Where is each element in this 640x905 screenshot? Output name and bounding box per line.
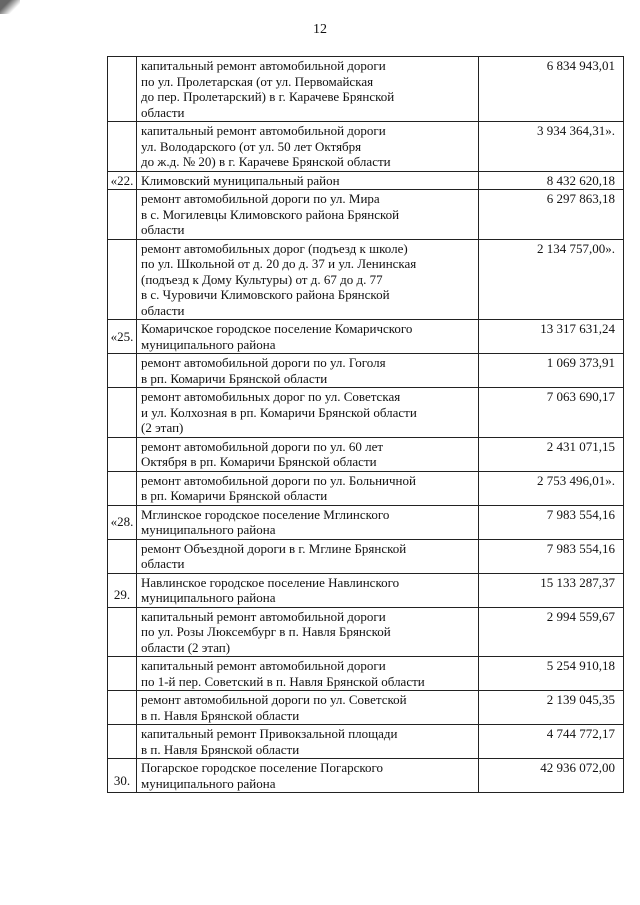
table-row	[108, 354, 624, 388]
description-line: области	[141, 104, 185, 120]
description-line: Навлинское городское поселение Навлинского	[141, 574, 400, 590]
description-line: в рп. Комаричи Брянской области	[141, 370, 328, 386]
row-description	[137, 505, 479, 539]
description-line: и ул. Колхозная в рп. Комаричи Брянской области	[141, 404, 417, 420]
description-line: в рп. Комаричи Брянской области	[141, 488, 328, 503]
table-row	[108, 57, 624, 122]
row-description	[137, 57, 479, 122]
row-amount: 8 432 620,18	[479, 171, 624, 190]
row-number	[108, 725, 137, 759]
row-description	[137, 354, 479, 388]
page-number: 12	[313, 22, 327, 37]
row-number	[108, 239, 137, 320]
description-line: муниципального района	[141, 522, 276, 537]
budget-table	[107, 56, 624, 793]
description-line: Комаричское городское поселение Комаричского	[141, 321, 413, 336]
description-line: (2 этап)	[141, 420, 184, 435]
table-row	[108, 122, 624, 172]
row-description	[137, 471, 479, 505]
row-description	[137, 190, 479, 240]
table-row	[108, 320, 624, 354]
description-line: в п. Навля Брянской области	[141, 741, 300, 757]
row-amount: 5 254 910,18	[479, 657, 624, 691]
row-number: 30.	[108, 759, 137, 793]
row-amount: 2 134 757,00».	[479, 239, 624, 320]
row-amount: 7 983 554,16	[479, 505, 624, 539]
table-row	[108, 171, 624, 190]
description-line: области	[141, 302, 185, 318]
row-description	[137, 437, 479, 471]
table-row	[108, 505, 624, 539]
row-description	[137, 607, 479, 657]
row-amount: 3 934 364,31».	[479, 122, 624, 172]
description-line: в с. Могилевцы Климовского района Брянской	[141, 206, 400, 222]
description-line: по ул. Розы Люксембург в п. Навля Брянской	[141, 624, 391, 639]
row-amount: 2 994 559,67	[479, 607, 624, 657]
table-row	[108, 471, 624, 505]
description-line: ремонт автомобильной дороги по ул. Советской	[141, 692, 407, 707]
row-number	[108, 354, 137, 388]
row-number: «28.	[108, 505, 137, 539]
description-line: муниципального района	[141, 590, 276, 605]
description-line: муниципального района	[141, 336, 276, 352]
description-line: ул. Володарского (от ул. 50 лет Октября	[141, 138, 362, 154]
row-number: «22.	[108, 171, 137, 190]
row-number	[108, 691, 137, 725]
description-line: Климовский муниципальный район	[141, 172, 340, 188]
row-amount: 7 983 554,16	[479, 539, 624, 573]
row-amount: 2 139 045,35	[479, 691, 624, 725]
row-description	[137, 691, 479, 725]
description-line: до пер. Пролетарский) в г. Карачеве Брянской	[141, 89, 395, 104]
description-line: капитальный ремонт автомобильной дороги	[141, 123, 386, 138]
row-description	[137, 725, 479, 759]
description-line: (подъезд к Дому Культуры) от д. 67 до д. 77	[141, 271, 383, 287]
description-line: области	[141, 556, 185, 571]
table-row	[108, 657, 624, 691]
row-description	[137, 657, 479, 691]
description-line: по ул. Пролетарская (от ул. Первомайская	[141, 73, 374, 89]
row-description	[137, 171, 479, 190]
row-number: 29.	[108, 573, 137, 607]
description-line: капитальный ремонт автомобильной дороги	[141, 608, 386, 624]
row-number	[108, 657, 137, 691]
table-row	[108, 691, 624, 725]
row-description	[137, 573, 479, 607]
row-number	[108, 471, 137, 505]
row-amount: 13 317 631,24	[479, 320, 624, 354]
description-line: по ул. Школьной от д. 20 до д. 37 и ул. Ленинская	[141, 256, 417, 271]
table-row	[108, 539, 624, 573]
row-number	[108, 607, 137, 657]
row-amount: 1 069 373,91	[479, 354, 624, 388]
table-row	[108, 190, 624, 240]
row-number	[108, 388, 137, 438]
description-line: ремонт автомобильной дороги по ул. 60 лет	[141, 438, 384, 454]
table-row	[108, 573, 624, 607]
row-number	[108, 122, 137, 172]
description-line: ремонт автомобильных дорог (подъезд к школе)	[141, 240, 408, 256]
description-line: ремонт автомобильной дороги по ул. Мира	[141, 191, 380, 206]
row-description	[137, 388, 479, 438]
description-line: в п. Навля Брянской области	[141, 707, 300, 723]
table-row	[108, 239, 624, 320]
description-line: Погарское городское поселение Погарского	[141, 760, 384, 775]
table-row	[108, 437, 624, 471]
description-line: области	[141, 222, 185, 237]
description-line: капитальный ремонт Привокзальной площади	[141, 726, 398, 741]
row-description	[137, 759, 479, 793]
table-row	[108, 388, 624, 438]
description-line: Октября в рп. Комаричи Брянской области	[141, 454, 377, 469]
description-line: до ж.д. № 20) в г. Карачеве Брянской области	[141, 154, 391, 169]
row-amount: 6 834 943,01	[479, 57, 624, 122]
row-description	[137, 239, 479, 320]
description-line: в с. Чуровичи Климовского района Брянской	[141, 287, 390, 302]
table-row	[108, 607, 624, 657]
description-line: по 1-й пер. Советский в п. Навля Брянской области	[141, 673, 425, 689]
row-amount: 2 753 496,01».	[479, 471, 624, 505]
row-description	[137, 122, 479, 172]
row-amount: 6 297 863,18	[479, 190, 624, 240]
description-line: ремонт автомобильной дороги по ул. Гоголя	[141, 355, 386, 370]
row-amount: 7 063 690,17	[479, 388, 624, 438]
row-amount: 42 936 072,00	[479, 759, 624, 793]
row-number	[108, 437, 137, 471]
description-line: ремонт Объездной дороги в г. Мглине Брянской	[141, 540, 407, 556]
description-line: муниципального района	[141, 775, 276, 791]
row-number	[108, 539, 137, 573]
table-body	[108, 57, 624, 793]
scan-corner-mark	[0, 0, 20, 14]
row-number: «25.	[108, 320, 137, 354]
row-description	[137, 320, 479, 354]
row-number	[108, 57, 137, 122]
table-row	[108, 759, 624, 793]
row-number	[108, 190, 137, 240]
description-line: Мглинское городское поселение Мглинского	[141, 506, 390, 522]
description-line: ремонт автомобильных дорог по ул. Советская	[141, 389, 401, 404]
description-line: области (2 этап)	[141, 639, 231, 655]
row-description	[137, 539, 479, 573]
table-row	[108, 725, 624, 759]
row-amount: 15 133 287,37	[479, 573, 624, 607]
row-amount: 4 744 772,17	[479, 725, 624, 759]
description-line: капитальный ремонт автомобильной дороги	[141, 658, 386, 673]
row-amount: 2 431 071,15	[479, 437, 624, 471]
description-line: капитальный ремонт автомобильной дороги	[141, 58, 386, 73]
description-line: ремонт автомобильной дороги по ул. Больничной	[141, 472, 416, 488]
